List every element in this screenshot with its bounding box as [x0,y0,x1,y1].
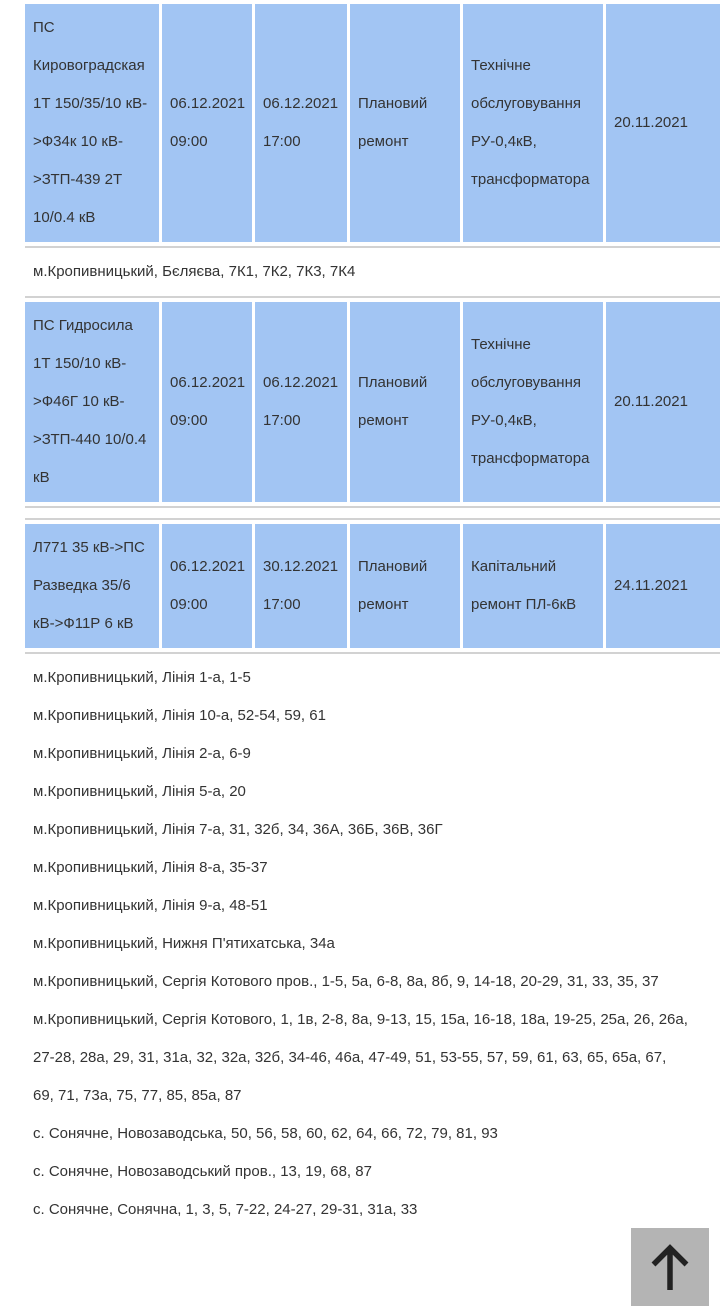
address-list [25,248,720,298]
cell-end-datetime: 06.12.2021 17:00 [255,302,347,502]
cell-work-type: Плановий ремонт [350,302,460,502]
cell-object: ПС Гидросила 1Т 150/10 кВ->Ф46Г 10 кВ->ЗТП-440 10/0.4 кВ [25,302,159,502]
scroll-to-top-button[interactable] [631,1228,709,1306]
address-line: м.Кропивницький, Сергія Котового, 1, 1в, 2-8, 8а, 9-13, 15, 15а, 16-18, 18а, 19-25, 25а, 26, 26а, 27-28, 28а, 29, 31, 31а, 32, 32а, 32б, 34-46, 46а, 47-49, 51, 53-55, 57, 59, 61, 63, 65, 65а, 67, 69, 71, 73а, 75, 77, 85, 85а, 87 [33,1011,688,1104]
address-line: м.Кропивницький, Лінія 5-а, 20 [33,783,246,800]
cell-description: Технічне обслуговування РУ-0,4кВ, трансформатора [463,4,603,242]
outage-row [25,4,720,242]
outage-row [25,302,720,502]
outage-row-wrap [25,4,720,248]
outage-row-wrap [25,302,720,508]
cell-object: ПС Кировоградская 1Т 150/35/10 кВ->Ф34к 10 кВ->ЗТП-439 2Т 10/0.4 кВ [25,4,159,242]
address-line: м.Кропивницький, Лінія 1-а, 1-5 [33,669,251,686]
cell-description: Технічне обслуговування РУ-0,4кВ, трансформатора [463,302,603,502]
address-list [25,508,720,520]
outage-entry [25,4,720,298]
cell-work-type: Плановий ремонт [350,524,460,648]
cell-end-datetime: 30.12.2021 17:00 [255,524,347,648]
address-list [25,654,720,1234]
outage-entry [25,524,720,1234]
address-line: м.Кропивницький, Нижня П'ятихатська, 34а [33,935,335,952]
cell-published-date: 20.11.2021 [606,4,720,242]
address-line: с. Сонячне, Сонячна, 1, 3, 5, 7-22, 24-27, 29-31, 31а, 33 [33,1201,418,1218]
outage-table [25,4,720,1234]
cell-published-date: 20.11.2021 [606,302,720,502]
cell-work-type: Плановий ремонт [350,4,460,242]
address-line: м.Кропивницький, Лінія 7-а, 31, 32б, 34, 36А, 36Б, 36В, 36Г [33,821,443,838]
cell-end-datetime: 06.12.2021 17:00 [255,4,347,242]
arrow-up-icon [631,1228,709,1306]
cell-start-datetime: 06.12.2021 09:00 [162,302,252,502]
cell-start-datetime: 06.12.2021 09:00 [162,4,252,242]
address-line: с. Сонячне, Новозаводський пров., 13, 19, 68, 87 [33,1163,372,1180]
outage-row [25,524,720,648]
address-line: м.Кропивницький, Сергія Котового пров., 1-5, 5а, 6-8, 8а, 8б, 9, 14-18, 20-29, 31, 33, 35, 37 [33,973,659,990]
address-line: м.Кропивницький, Лінія 8-а, 35-37 [33,859,268,876]
address-line: м.Кропивницький, Лінія 2-а, 6-9 [33,745,251,762]
cell-start-datetime: 06.12.2021 09:00 [162,524,252,648]
address-line: м.Кропивницький, Бєляєва, 7К1, 7К2, 7К3, 7К4 [33,263,356,280]
outage-entry [25,302,720,520]
cell-object: Л771 35 кВ->ПС Разведка 35/6 кВ->Ф11Р 6 кВ [25,524,159,648]
outage-row-wrap [25,524,720,654]
address-line: м.Кропивницький, Лінія 10-а, 52-54, 59, 61 [33,707,326,724]
address-line: м.Кропивницький, Лінія 9-а, 48-51 [33,897,268,914]
cell-description: Капітальний ремонт ПЛ-6кВ [463,524,603,648]
address-line: с. Сонячне, Новозаводська, 50, 56, 58, 60, 62, 64, 66, 72, 79, 81, 93 [33,1125,498,1142]
cell-published-date: 24.11.2021 [606,524,720,648]
